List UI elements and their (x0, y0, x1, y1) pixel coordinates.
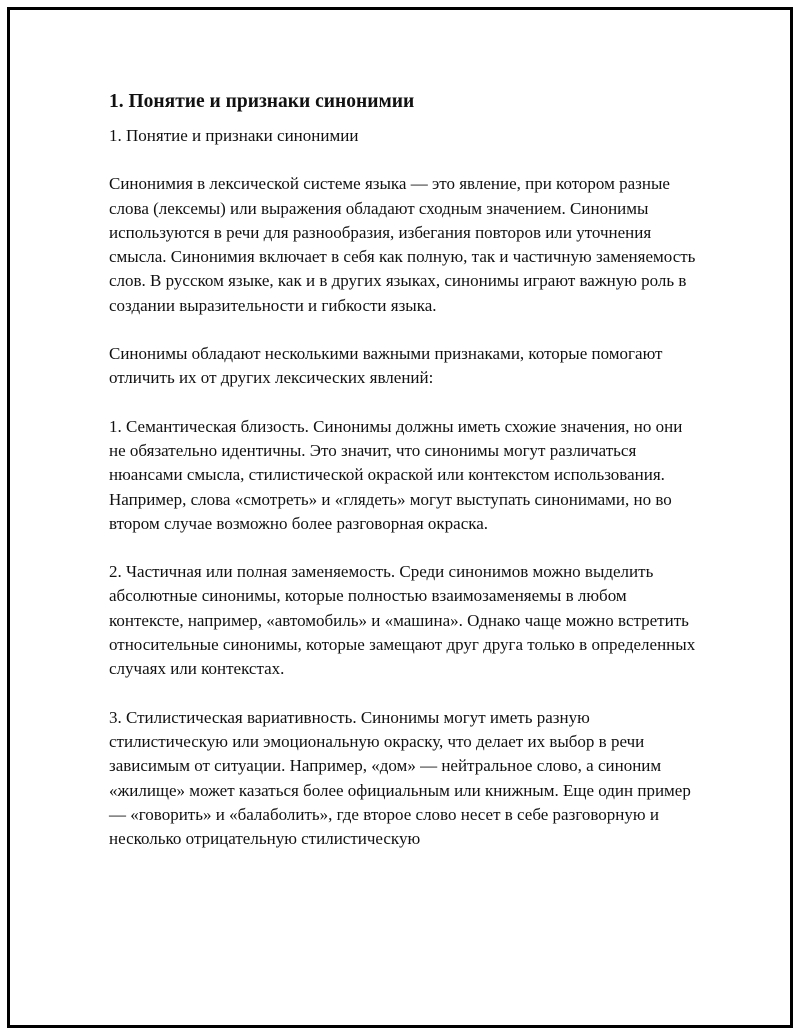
paragraph-definition: Синонимия в лексической системе языка — это явление, при котором разные слова (лексемы) или выражения обладают сходным значением. Синонимы используются в речи для разнообразия, избегания повторов или уточнения смысла. Синонимия включает в себя как полную, так и частичную заменяемость слов. В русском языке, как и в других языках, синонимы играют важную роль в создании выразительности и гибкости языка. (109, 174, 696, 315)
paragraph-interchangeability: 2. Частичная или полная заменяемость. Среди синонимов можно выделить абсолютные синонимы, которые полностью взаимозаменяемы в любом контексте, например, «автомобиль» и «машина». Однако чаще можно встретить относительные синонимы, которые замещают друг друга только в определенных случаях или контекстах. (109, 562, 696, 679)
paragraph-semantic-closeness: 1. Семантическая близость. Синонимы должны иметь схожие значения, но они не обязательно идентичны. Это значит, что синонимы могут различаться нюансами смысла, стилистической окраской или контекстом использования. Например, слова «смотреть» и «глядеть» могут выступать синонимами, но во втором случае возможно более разговорная окраска. (109, 416, 683, 533)
section-subtitle: 1. Понятие и признаки синонимии (109, 126, 359, 145)
paragraph-features-intro: Синонимы обладают несколькими важными признаками, которые помогают отличить их от других лексических явлений: (109, 344, 663, 388)
document-body (109, 90, 699, 875)
page-title: 1. Понятие и признаки синонимии (109, 91, 415, 112)
paragraph-stylistic-variation: 3. Стилистическая вариативность. Синонимы могут иметь разную стилистическую или эмоциональную окраску, что делает их выбор в речи зависимым от ситуации. Например, «дом» — нейтральное слово, а синоним «жилище» может казаться более официальным или книжным. Еще один пример — «говорить» и «балаболить», где второе слово несет в себе разговорную и несколько отрицательную стилистическую (109, 707, 691, 849)
